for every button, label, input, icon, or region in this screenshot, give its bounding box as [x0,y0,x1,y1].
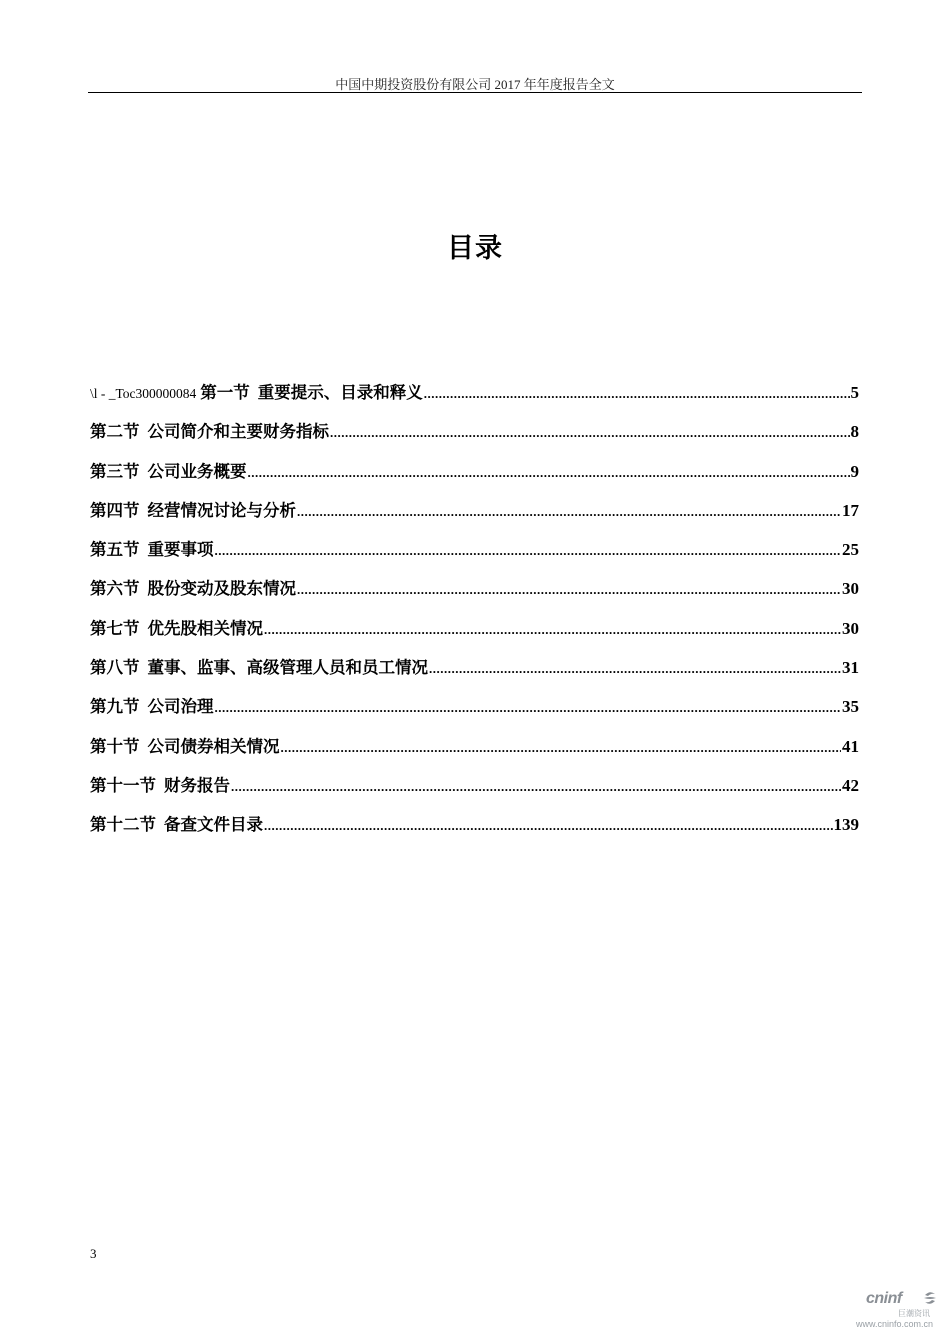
toc-entry[interactable] [90,734,859,773]
toc-section-number: 第七节 [90,618,140,638]
toc-section-number: 第十一节 [90,775,156,795]
toc-section-number: 第四节 [90,500,140,520]
toc-section-number: 第五节 [90,540,140,560]
toc-entry-label [90,655,428,681]
toc-section-number: 第十节 [90,736,140,756]
header-rule [88,92,862,93]
toc-list [90,380,859,852]
toc-entry[interactable] [90,812,859,851]
toc-entry[interactable] [90,773,859,812]
toc-entry-label [90,576,296,602]
cninfo-watermark [838,1286,942,1332]
toc-dot-leader [281,735,842,761]
toc-page-number: 30 [842,579,859,599]
toc-section-number: 第九节 [90,697,140,717]
toc-section-title: 公司简介和主要财务指标 [147,422,329,442]
toc-dot-leader [424,381,850,407]
toc-entry[interactable] [90,616,859,655]
toc-section-title: 重要事项 [147,540,214,560]
toc-page-number: 8 [850,422,859,442]
watermark-url: www.cninfo.com.cn [856,1319,934,1329]
page-number: 3 [90,1246,97,1261]
toc-entry-label [90,616,263,642]
toc-page-number: 42 [842,775,859,795]
toc-page-number: 139 [833,815,859,835]
toc-section-number: 第三节 [90,461,140,481]
toc-section-number: 第一节 [200,383,250,402]
toc-entry[interactable] [90,380,859,419]
toc-entry-label [90,498,296,524]
toc-section-title: 公司治理 [147,697,214,717]
toc-dot-leader [297,499,841,525]
toc-page-number: 9 [850,461,859,481]
toc-section-number: 第八节 [90,658,140,678]
toc-page-number: 30 [842,618,859,638]
toc-entry-label [90,459,247,485]
toc-section-title: 备查文件目录 [164,815,263,835]
toc-title: 目录 [447,233,503,264]
toc-dot-leader [297,577,841,603]
toc-dot-leader [429,656,841,682]
toc-section-number: 第二节 [90,422,140,442]
toc-dot-leader [264,813,833,839]
toc-section-title: 公司业务概要 [147,461,247,481]
toc-page-number: 17 [842,500,859,520]
toc-entry[interactable] [90,694,859,733]
toc-entry[interactable] [90,537,859,576]
toc-entry-label [90,694,214,720]
toc-entry-label [90,773,230,799]
toc-page-number: 25 [842,540,859,560]
toc-entry-label [90,419,329,445]
toc-section-title: 财务报告 [164,775,230,795]
toc-entry-label [90,537,214,563]
toc-section-title: 经营情况讨论与分析 [147,500,296,520]
toc-section-title: 董事、监事、高级管理人员和员工情况 [147,658,428,678]
toc-dot-leader [264,617,841,643]
toc-section-number: 第十二节 [90,815,156,835]
cninfo-swirl-icon [922,1290,938,1306]
page-header-title: 中国中期投资股份有限公司 2017 年年度报告全文 [335,77,615,92]
toc-dot-leader [215,695,842,721]
toc-section-number: 第六节 [90,579,140,599]
toc-entry-label [90,812,263,838]
toc-page-number: 41 [842,736,859,756]
toc-dot-leader [330,420,850,446]
toc-entry[interactable] [90,576,859,615]
toc-entry-label [90,734,280,760]
toc-entry[interactable] [90,459,859,498]
toc-entry[interactable] [90,498,859,537]
toc-section-title: 优先股相关情况 [147,618,263,638]
watermark-brand: cninf [866,1290,902,1307]
toc-section-title: 重要提示、目录和释义 [257,383,423,402]
toc-section-title: 股份变动及股东情况 [147,579,296,599]
toc-page-number: 31 [842,658,859,678]
toc-page-number: 5 [850,383,859,402]
toc-entry[interactable] [90,655,859,694]
toc-page-number: 35 [842,697,859,717]
watermark-subtitle: 巨潮资讯 [898,1309,930,1318]
toc-field-code: \l - _Toc300000084 [90,386,197,401]
toc-dot-leader [248,460,850,486]
toc-section-title: 公司债券相关情况 [147,736,280,756]
toc-dot-leader [231,774,841,800]
toc-entry-label [200,380,423,406]
toc-dot-leader [215,538,842,564]
toc-entry[interactable] [90,419,859,458]
